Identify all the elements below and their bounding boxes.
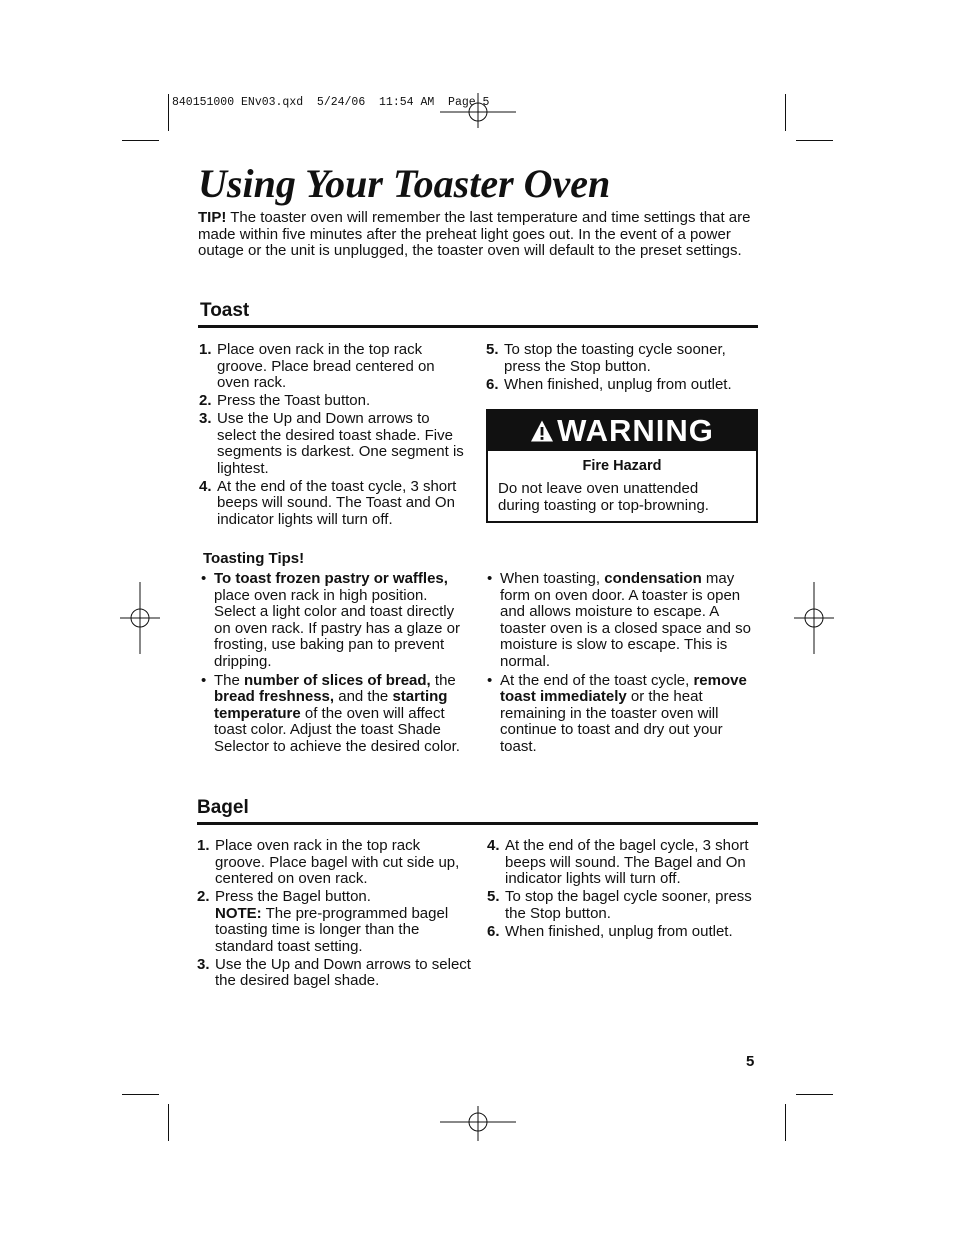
toast-steps-right: [486, 342, 754, 395]
toast-heading: Toast: [200, 300, 250, 321]
list-item: 2. Press the Bagel button. NOTE: The pre-programmed bagel toasting time is longer than the standard toast setting.: [197, 888, 449, 955]
list-item: 5. To stop the bagel cycle sooner, press the Stop button.: [487, 888, 752, 922]
bagel-rule: [197, 822, 758, 825]
print-slug: 840151000 ENv03.qxd 5/24/06 11:54 AM Page 5: [172, 96, 490, 109]
list-item: • The number of slices of bread, the bread freshness, and the starting temperature of the oven will affect toast color. Adjust the toast Shade Selector to achieve the desired color.: [201, 671, 460, 755]
list-item: • At the end of the toast cycle, remove toast immediately or the heat remaining in the toaster oven will continue to toast and dry out your toast.: [487, 671, 747, 755]
bagel-steps-left: [197, 838, 471, 991]
toasting-tips-left: [201, 571, 473, 758]
warning-text: Do not leave oven unattended during toasting or top-browning.: [498, 480, 709, 514]
toast-steps-left: [199, 342, 471, 530]
warning-box: [486, 409, 758, 523]
toasting-tips-heading: Toasting Tips!: [203, 550, 305, 567]
list-item: 1. Place oven rack in the top rack groove. Place bread centered on oven rack.: [199, 341, 435, 391]
warning-hazard: Fire Hazard: [582, 458, 662, 474]
list-item: 3. Use the Up and Down arrows to select the desired toast shade. Five segments is darkest. One segment is lightest.: [199, 410, 464, 477]
bagel-heading: Bagel: [197, 797, 249, 818]
list-item: 6. When finished, unplug from outlet.: [487, 922, 733, 940]
tip-paragraph: [198, 210, 758, 260]
warning-triangle-icon: [530, 419, 554, 443]
toast-rule: [198, 325, 758, 328]
warning-banner: [488, 411, 756, 451]
list-item: 6. When finished, unplug from outlet.: [486, 375, 732, 393]
toasting-tips-right: [487, 571, 757, 758]
tip-label: TIP!: [198, 209, 227, 226]
registration-mark-icon: [792, 580, 836, 656]
list-item: 3. Use the Up and Down arrows to select the desired bagel shade.: [197, 955, 471, 989]
list-item: 2. Press the Toast button.: [199, 392, 371, 409]
tip-text: The toaster oven will remember the last temperature and time settings that are made within five minutes after the preheat light goes out. In the event of a power outage or the unit is unplugged, the toaster oven will default to the preset settings.: [198, 209, 751, 259]
list-item: 5. To stop the toasting cycle sooner, press the Stop button.: [486, 341, 726, 375]
list-item: 4. At the end of the bagel cycle, 3 short beeps will sound. The Bagel and On indicator lights will turn off.: [487, 837, 749, 887]
list-item: • When toasting, condensation may form on oven door. A toaster is open and allows moisture to escape. A toaster oven is a closed space and so moisture is slow to escape. This is normal.: [487, 570, 751, 670]
bagel-steps-right: [487, 838, 757, 942]
registration-mark-icon: [438, 1104, 518, 1144]
list-item: 4. At the end of the toast cycle, 3 short beeps will sound. The Toast and On indicator lights will turn off.: [199, 477, 457, 528]
page-number: 5: [746, 1053, 755, 1070]
page-title: Using Your Toaster Oven: [198, 161, 611, 206]
list-item: • To toast frozen pastry or waffles, place oven rack in high position. Select a light color and toast directly on oven rack. If pastry has a glaze or frosting, use baking pan to prevent dripping.: [201, 570, 460, 670]
warning-word: WARNING: [557, 413, 714, 448]
list-item: 1. Place oven rack in the top rack groove. Place bagel with cut side up, centered on oven rack.: [197, 837, 460, 887]
registration-mark-icon: [118, 580, 162, 656]
